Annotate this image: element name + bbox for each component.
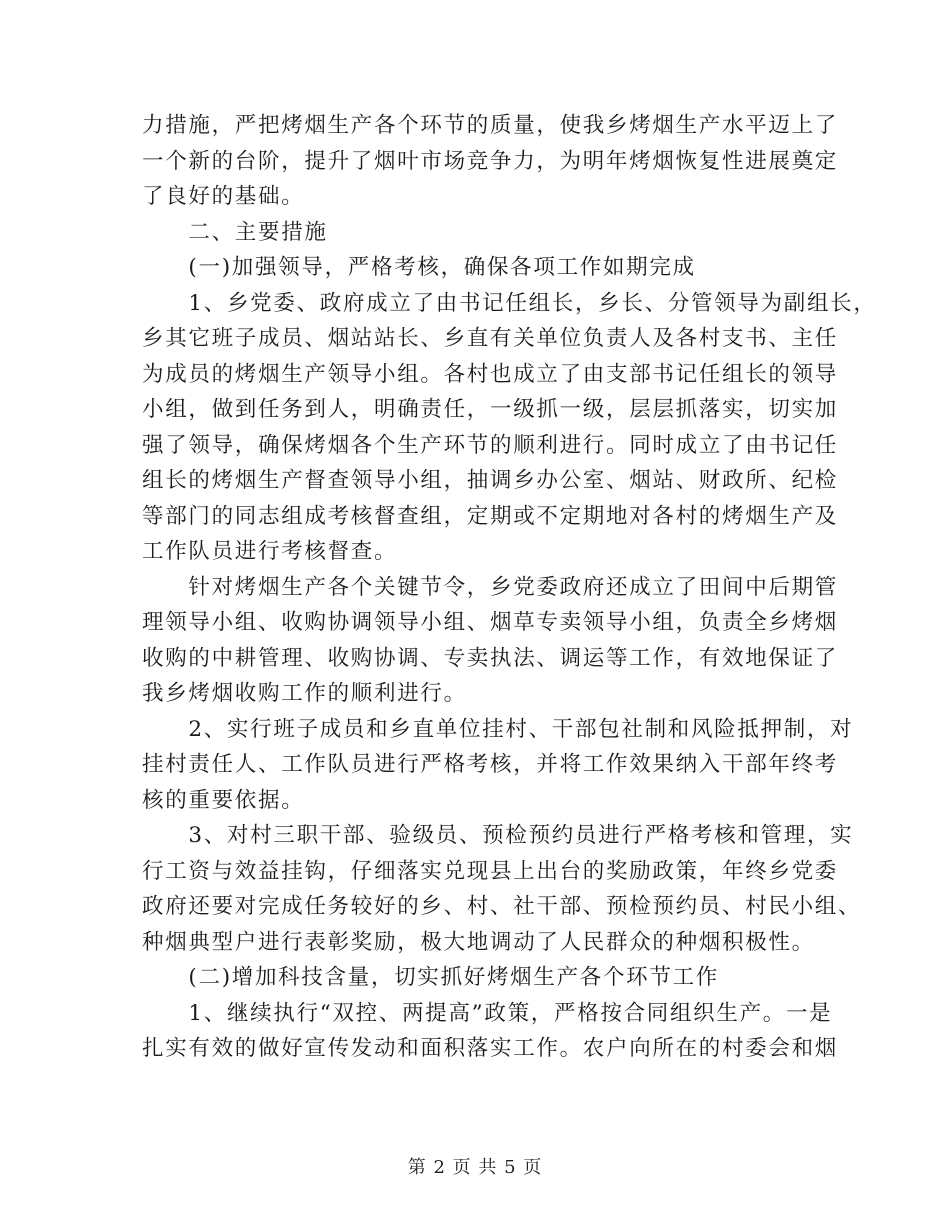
body-line-21: 3、对村三职干部、验级员、预检预约员进行严格考核和管理，实 [142, 823, 854, 848]
body-line-15: 理领导小组、收购协调领导小组、烟草专卖领导小组，负责全乡烤烟 [142, 610, 839, 635]
body-line-23: 政府还要对完成任务较好的乡、村、社干部、预检预约员、村民小组、 [142, 894, 862, 919]
body-line-20: 核的重要依据。 [142, 787, 305, 813]
section-heading: 二、主要措施 [142, 219, 328, 245]
body-line-22: 行工资与效益挂钩，仔细落实兑现县上出台的奖励政策，年终乡党委 [142, 858, 839, 884]
body-line-19: 挂村责任人、工作队员进行严格考核，并将工作效果纳入干部年终考 [142, 752, 839, 777]
body-line-17: 我乡烤烟收购工作的顺利进行。 [142, 681, 467, 706]
body-line-11: 组长的烤烟生产督查领导小组，抽调乡办公室、烟站、财政所、纪检 [142, 468, 839, 493]
body-line-8: 为成员的烤烟生产领导小组。各村也成立了由支部书记任组长的领导 [142, 361, 839, 387]
body-line-14: 针对烤烟生产各个关键节令，乡党委政府还成立了田间中后期管 [142, 574, 839, 600]
body-line-1: 力措施，严把烤烟生产各个环节的质量，使我乡烤烟生产水平迈上了 [142, 113, 839, 138]
body-line-24: 种烟典型户进行表彰奖励，极大地调动了人民群众的种烟积极性。 [142, 929, 815, 955]
body-line-10: 强了领导，确保烤烟各个生产环节的顺利进行。同时成立了由书记任 [142, 432, 839, 458]
page-number-footer: 第 2 页 共 5 页 [407, 1157, 543, 1178]
body-line-27: 扎实有效的做好宣传发动和面积落实工作。农户向所在的村委会和烟 [142, 1036, 839, 1061]
subsection-heading-1: (一)加强领导，严格考核，确保各项工作如期完成 [142, 255, 696, 280]
body-line-7: 乡其它班子成员、烟站站长、乡直有关单位负责人及各村支书、主任 [142, 326, 839, 351]
body-line-13: 工作队员进行考核督查。 [142, 539, 398, 564]
body-line-2: 一个新的台阶，提升了烟叶市场竞争力，为明年烤烟恢复性进展奠定 [142, 148, 839, 174]
body-line-16: 收购的中耕管理、收购协调、专卖执法、调运等工作，有效地保证了 [142, 645, 839, 671]
body-line-18: 2、实行班子成员和乡直单位挂村、干部包社制和风险抵押制，对 [142, 716, 854, 742]
body-line-26: 1、继续执行“双控、两提高”政策，严格按合同组织生产。一是 [142, 1000, 833, 1026]
body-line-12: 等部门的同志组成考核督查组，定期或不定期地对各村的烤烟生产及 [142, 503, 839, 529]
document-body [142, 108, 877, 1067]
body-line-9: 小组，做到任务到人，明确责任，一级抓一级，层层抓落实，切实加 [142, 397, 839, 422]
body-line-6: 1、乡党委、政府成立了由书记任组长，乡长、分管领导为副组长， [142, 290, 877, 316]
subsection-heading-2: (二)增加科技含量，切实抓好烤烟生产各个环节工作 [142, 965, 719, 990]
body-line-3: 了良好的基础。 [142, 184, 305, 209]
